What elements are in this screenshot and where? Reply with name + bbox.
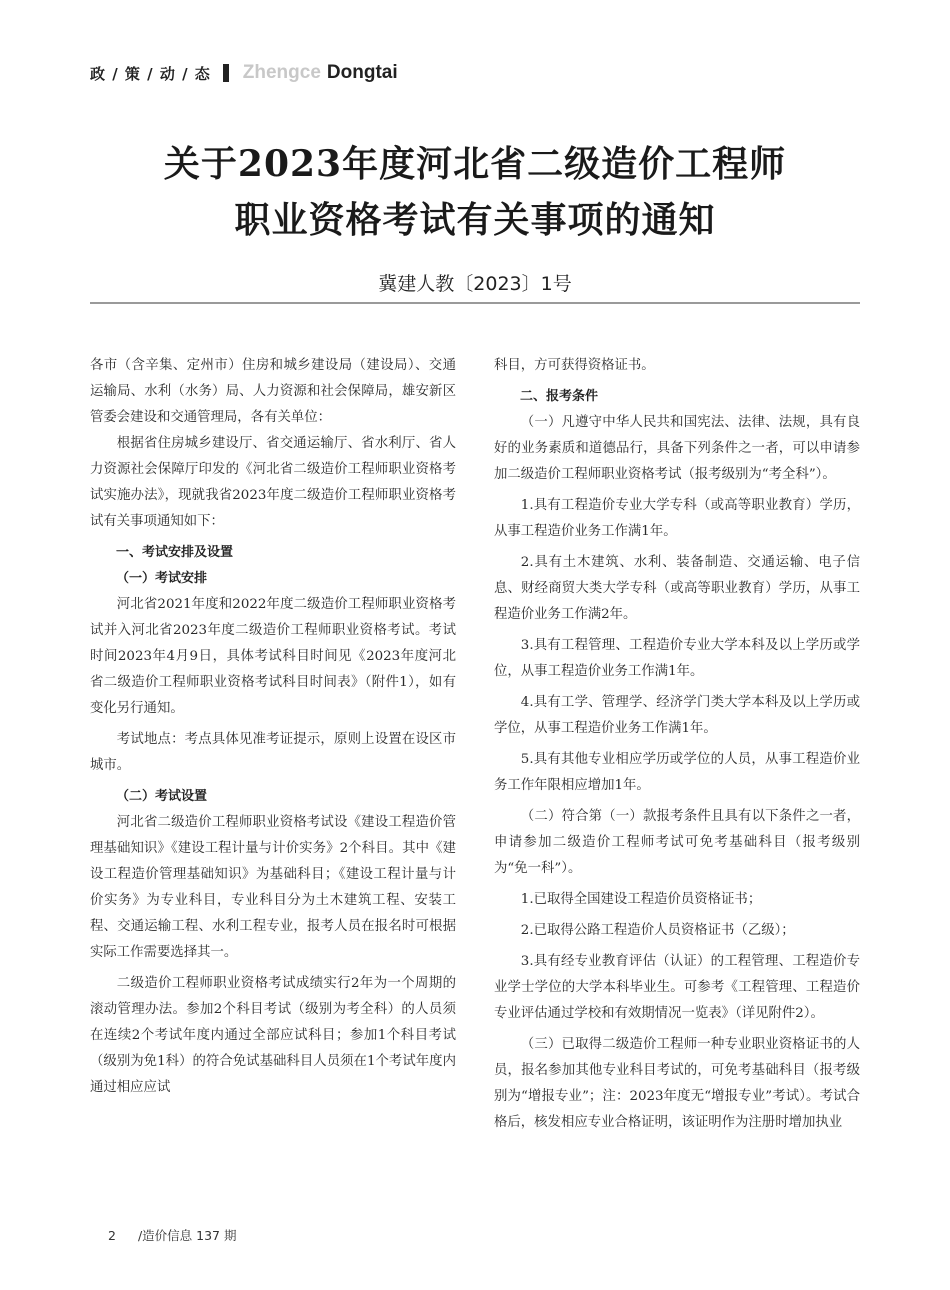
intro-paragraph: 根据省住房城乡建设厅、省交通运输厅、省水利厅、省人力资源社会保障厅印发的《河北省二级造价工程师职业资格考试实施办法》，现就我省2023年度二级造价工程师职业资格考试有关事项通知如下： bbox=[90, 436, 456, 529]
section-label-en-light: Zhengce bbox=[242, 62, 321, 83]
publication-name: /造价信息 137 期 bbox=[137, 1228, 237, 1243]
title-line-2: 职业资格考试有关事项的通知 bbox=[234, 199, 716, 241]
body-paragraph: 二级造价工程师职业资格考试成绩实行2年为一个周期的滚动管理办法。参加2个科目考试（级别为考全科）的人员须在连续2个考试年度内通过全部应试科目；参加1个科目考试（级别为免1科）的符合免试基础科目人员须在1个考试年度内通过相应应试 bbox=[90, 976, 456, 1095]
list-item: 1.具有工程造价专业大学专科（或高等职业教育）学历，从事工程造价业务工作满1年。 bbox=[494, 498, 860, 539]
body-paragraph: 考试地点：考点具体见准考证提示，原则上设置在设区市城市。 bbox=[90, 732, 456, 773]
page-number: 2 bbox=[108, 1228, 116, 1243]
body-paragraph-continued: 科目，方可获得资格证书。 bbox=[494, 358, 655, 373]
title-rule bbox=[90, 302, 860, 304]
body-paragraph: （三）已取得二级造价工程师一种专业职业资格证书的人员，报名参加其他专业科目考试的，可免考基础科目（报考级别为“增报专业”；注：2023年度无“增报专业”考试）。考试合格后，核发相应专业合格证明，该证明作为注册时增加执业 bbox=[494, 1037, 860, 1130]
body-paragraph: 河北省二级造价工程师职业资格考试设《建设工程造价管理基础知识》《建设工程计量与计价实务》2个科目。其中《建设工程造价管理基础知识》为基础科目；《建设工程计量与计价实务》为专业科目，专业科目分为土木建筑工程、安装工程、交通运输工程、水利工程专业，报考人员在报名时可根据实际工作需要选择其一。 bbox=[90, 815, 456, 960]
section-label-en-dark: Dongtai bbox=[326, 62, 398, 83]
body-paragraph: （一）凡遵守中华人民共和国宪法、法律、法规，具有良好的业务素质和道德品行，具备下列条件之一者，可以申请参加二级造价工程师职业资格考试（报考级别为“考全科”）。 bbox=[494, 415, 860, 482]
section-label-cn: 政 / 策 / 动 / 态 bbox=[90, 64, 211, 83]
list-item: 2.具有土木建筑、水利、装备制造、交通运输、电子信息、财经商贸大类大学专科（或高等职业教育）学历，从事工程造价业务工作满2年。 bbox=[494, 555, 860, 622]
section-divider-bar bbox=[223, 64, 229, 82]
list-item: 3.具有工程管理、工程造价专业大学本科及以上学历或学位，从事工程造价业务工作满1年。 bbox=[494, 638, 860, 679]
page-footer bbox=[108, 1226, 236, 1244]
right-column bbox=[494, 353, 860, 1136]
list-item: 4.具有工学、管理学、经济学门类大学本科及以上学历或学位，从事工程造价业务工作满1年。 bbox=[494, 695, 860, 736]
heading-section-2: 二、报考条件 bbox=[520, 389, 599, 404]
heading-section-1: 一、考试安排及设置 bbox=[116, 545, 234, 560]
salutation-paragraph: 各市（含辛集、定州市）住房和城乡建设局（建设局）、交通运输局、水利（水务）局、人力资源和社会保障局，雄安新区管委会建设和交通管理局，各有关单位： bbox=[90, 358, 456, 425]
title-line-1: 关于2023年度河北省二级造价工程师 bbox=[163, 143, 787, 185]
heading-subsection-1-1: （一）考试安排 bbox=[116, 571, 208, 586]
list-item: 3.具有经专业教育评估（认证）的工程管理、工程造价专业学士学位的大学本科毕业生。可参考《工程管理、工程造价专业评估通过学校和有效期情况一览表》（详见附件2）。 bbox=[494, 954, 860, 1021]
body-paragraph: （二）符合第（一）款报考条件且具有以下条件之一者，申请参加二级造价工程师考试可免考基础科目（报考级别为“免一科”）。 bbox=[494, 809, 860, 876]
body-paragraph: 河北省2021年度和2022年度二级造价工程师职业资格考试并入河北省2023年度二级造价工程师职业资格考试。考试时间2023年4月9日，具体考试科目时间见《2023年度河北省二级造价工程师职业资格考试科目时间表》（附件1），如有变化另行通知。 bbox=[90, 597, 456, 716]
heading-subsection-1-2: （二）考试设置 bbox=[116, 789, 208, 804]
document-number: 冀建人教〔2023〕1号 bbox=[378, 273, 572, 295]
list-item: 5.具有其他专业相应学历或学位的人员，从事工程造价业务工作年限相应增加1年。 bbox=[494, 752, 860, 793]
list-item: 1.已取得全国建设工程造价员资格证书； bbox=[520, 892, 762, 907]
left-column bbox=[90, 353, 456, 1101]
section-header bbox=[90, 60, 398, 86]
list-item: 2.已取得公路工程造价人员资格证书（乙级）； bbox=[520, 923, 795, 938]
